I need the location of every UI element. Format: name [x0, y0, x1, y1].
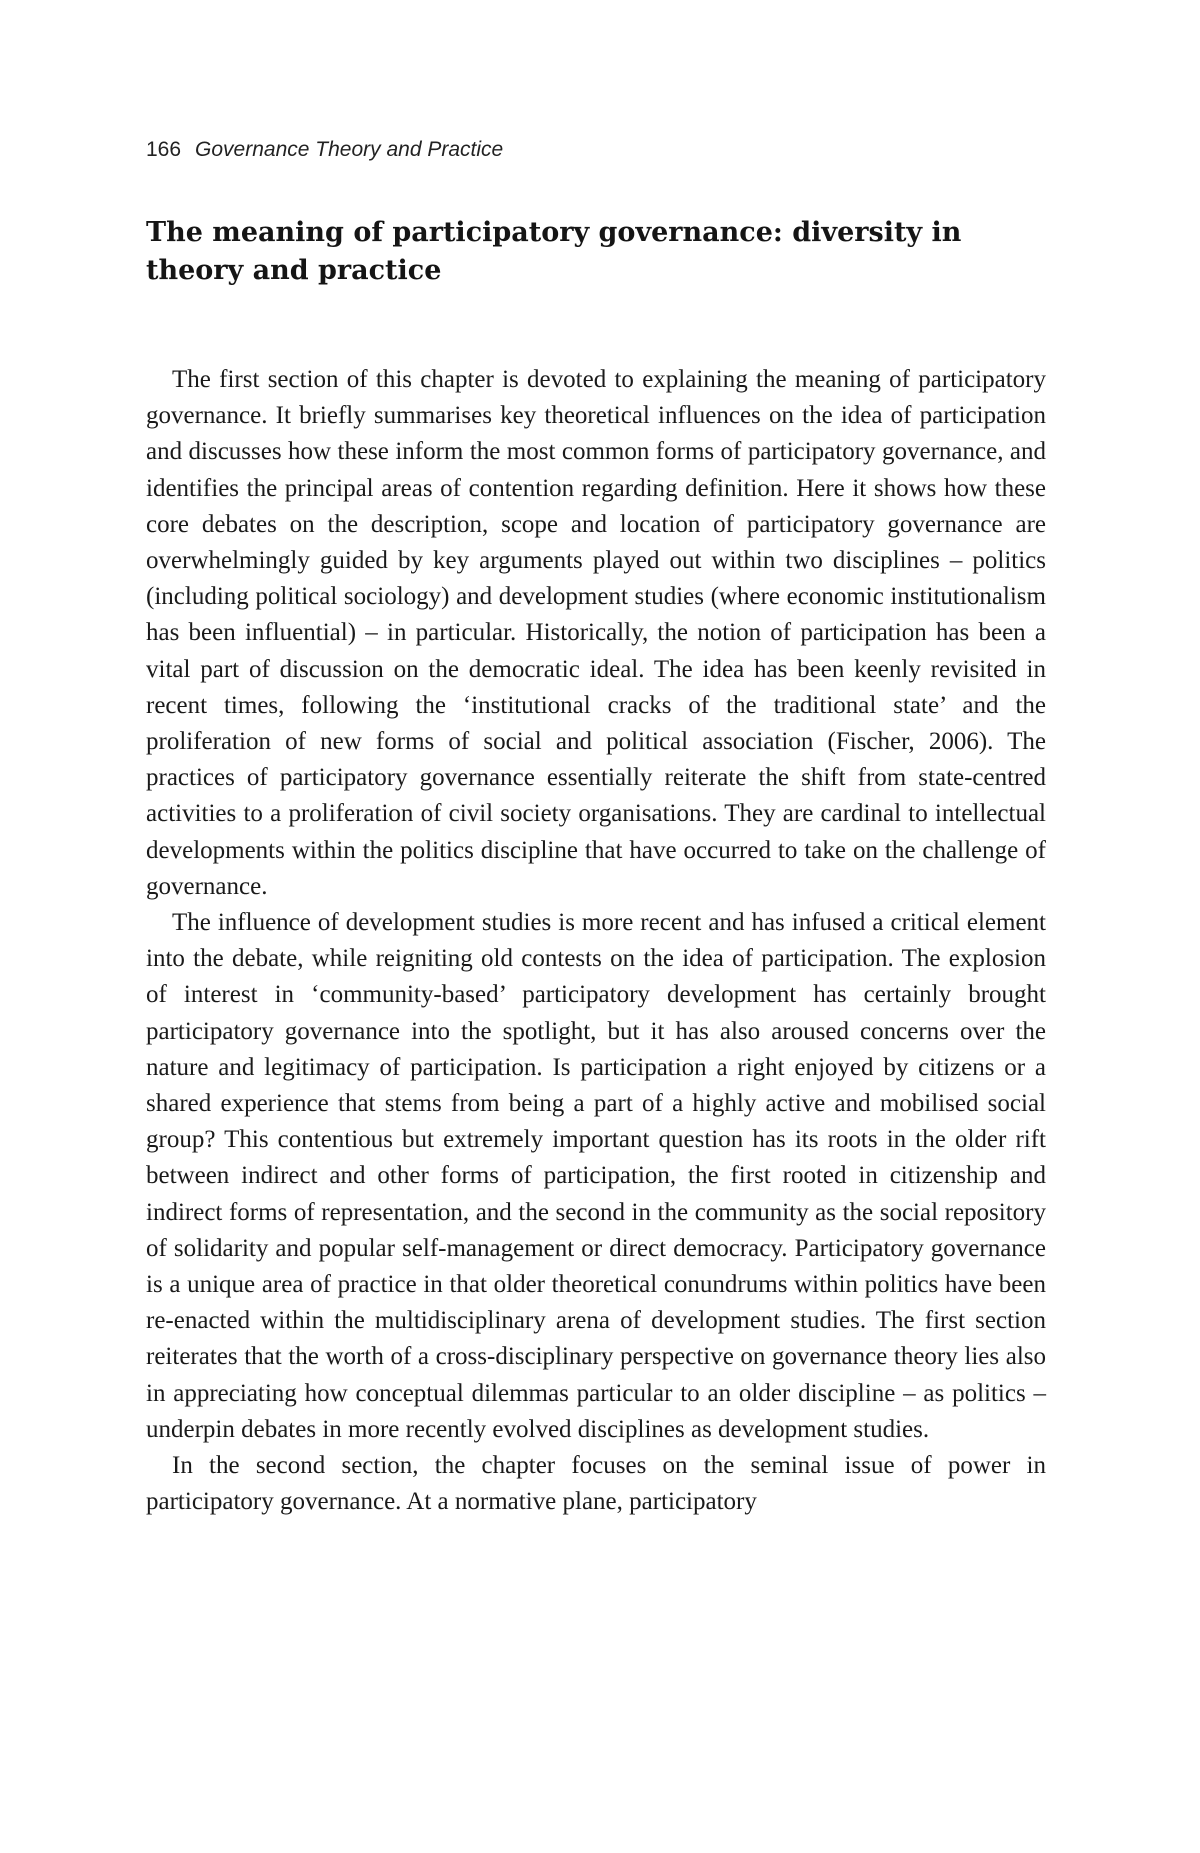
running-header	[146, 138, 503, 162]
paragraph-3: In the second section, the chapter focuses on the seminal issue of power in participatory governance. At a normative plane, participatory	[146, 1452, 1046, 1516]
paragraph-2: The influence of development studies is more recent and has infused a critical element into the debate, while reigniting old contests on the idea of participation. The explosion of interest in ‘community-based’ participatory development has certainly brought participatory governance into the spotlight, but it has also aroused concerns over the nature and legitimacy of participation. Is participation a right enjoyed by citizens or a shared experience that stems from being a part of a highly active and mobilised social group? This contentious but extremely important question has its roots in the older rift between indirect and other forms of participation, the first rooted in citizenship and indirect forms of representation, and the second in the community as the social repository of solidarity and popular self-management or direct democracy. Participatory governance is a unique area of practice in that older theoretical conundrums within politics have been re-enacted within the multidisciplinary arena of development studies. The first section reiterates that the worth of a cross-disciplinary perspective on governance theory lies also in appreciating how conceptual dilemmas particular to an older discipline – as politics – underpin debates in more recently evolved disciplines as development studies.	[146, 909, 1046, 1443]
section-heading: The meaning of participatory governance: diversity in theory and practice	[146, 217, 962, 286]
body-text	[146, 362, 1046, 1521]
running-title: Governance Theory and Practice	[195, 138, 504, 161]
paragraph-1: The first section of this chapter is devoted to explaining the meaning of participatory governance. It briefly summarises key theoretical influences on the idea of participation and discusses how these inform the most common forms of participatory governance, and identifies the principal areas of contention regarding definition. Here it shows how these core debates on the description, scope and location of participatory governance are overwhelmingly guided by key arguments played out within two disciplines – politics (including political sociology) and development studies (where economic institutionalism has been influential) – in particular. Historically, the notion of participation has been a vital part of discussion on the democratic ideal. The idea has been keenly revisited in recent times, following the ‘institutional cracks of the traditional state’ and the proliferation of new forms of social and political association (Fischer, 2006). The practices of participatory governance essentially reiterate the shift from state-centred activities to a proliferation of civil society organisations. They are cardinal to intellectual developments within the politics discipline that have occurred to take on the challenge of governance.	[146, 366, 1046, 900]
page-number: 166	[146, 138, 182, 161]
